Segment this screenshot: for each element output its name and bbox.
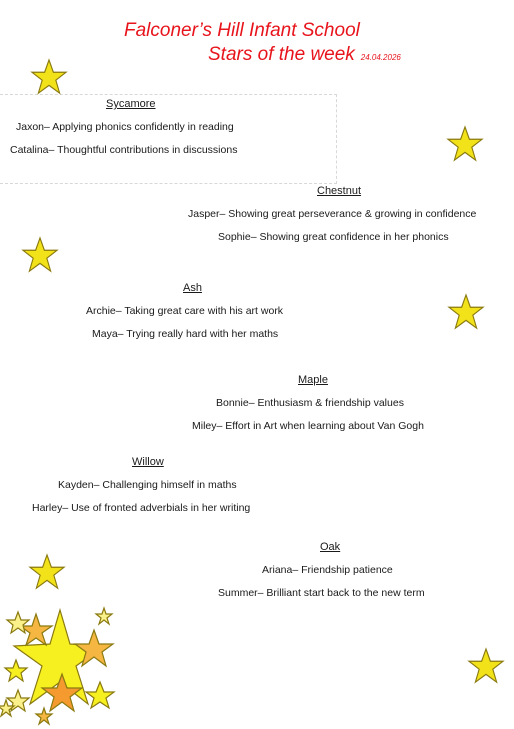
- star-entry: Sophie– Showing great confidence in her phonics: [218, 231, 449, 243]
- school-name: Falconer’s Hill Infant School: [124, 20, 360, 41]
- date-text: 24.04.2026: [360, 53, 401, 62]
- class-name-oak: Oak: [320, 541, 341, 553]
- class-name-chestnut: Chestnut: [317, 185, 362, 197]
- star-entry: Maya– Trying really hard with her maths: [92, 328, 279, 340]
- class-name-ash: Ash: [183, 282, 202, 294]
- star-entry: Kayden– Challenging himself in maths: [58, 479, 237, 491]
- star-entry: Jaxon– Applying phonics confidently in reading: [16, 121, 234, 133]
- star-icon: [467, 647, 505, 685]
- star-icon: [28, 553, 66, 591]
- star-entry: Summer– Brilliant start back to the new term: [218, 587, 425, 599]
- school-title: [124, 20, 360, 42]
- star-entry: Harley– Use of fronted adverbials in her writing: [32, 502, 251, 514]
- star-entry: Archie– Taking great care with his art work: [86, 305, 284, 317]
- star-icon: [21, 236, 59, 274]
- star-icon: [447, 293, 485, 331]
- star-entry: Bonnie– Enthusiasm & friendship values: [216, 397, 404, 409]
- star-icon: [30, 58, 68, 96]
- subtitle-text: Stars of the week: [208, 44, 355, 65]
- star-entry: Catalina– Thoughtful contributions in discussions: [10, 144, 238, 156]
- class-name-willow: Willow: [132, 456, 164, 468]
- class-name-sycamore: Sycamore: [106, 98, 156, 110]
- star-entry: Miley– Effort in Art when learning about Van Gogh: [192, 420, 424, 432]
- page-subtitle: [208, 44, 401, 66]
- class-name-maple: Maple: [298, 374, 328, 386]
- star-icon: [446, 125, 484, 163]
- star-entry: Ariana– Friendship patience: [262, 564, 393, 576]
- star-entry: Jasper– Showing great perseverance & growing in confidence: [188, 208, 477, 220]
- star-cluster-icon: [0, 604, 124, 729]
- dashed-frame: [0, 94, 337, 184]
